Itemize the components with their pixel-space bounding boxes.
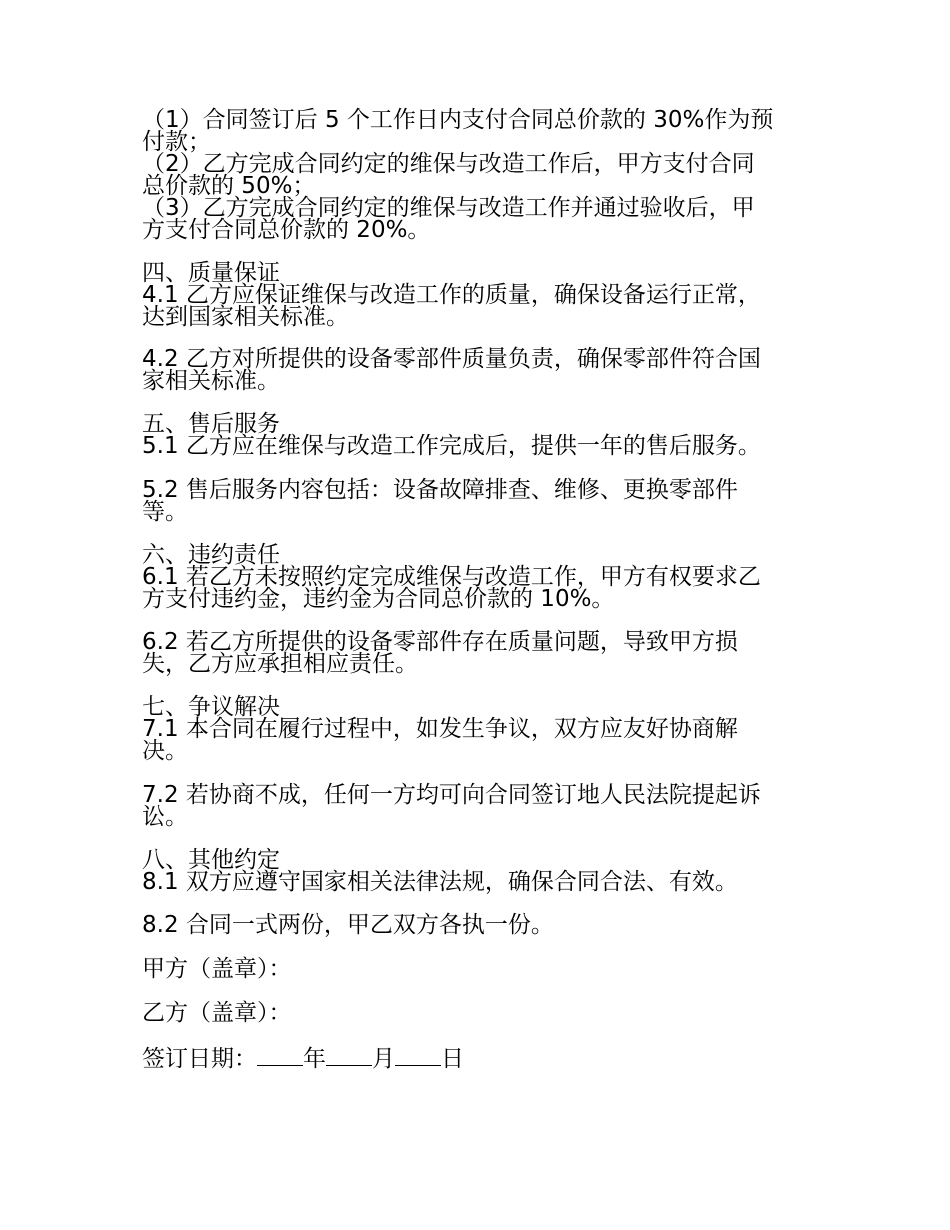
- clause-5-2-line-1: 5.2 售后服务内容包括：设备故障排查、维修、更换零部件: [142, 477, 738, 503]
- clause-4-1-line-1: 4.1 乙方应保证维保与改造工作的质量，确保设备运行正常，: [142, 282, 761, 308]
- clause-7-2-line-2: 讼。: [142, 804, 188, 830]
- clause-6-1-line-1: 6.1 若乙方未按照约定完成维保与改造工作，甲方有权要求乙: [142, 564, 761, 590]
- clause-8-2: 8.2 合同一式两份，甲乙双方各执一份。: [142, 912, 554, 938]
- party-a-seal-label: 甲方（盖章）：: [142, 956, 292, 982]
- month-label: 月: [372, 1046, 395, 1072]
- clause-6-1-line-2: 方支付违约金，违约金为合同总价款的 10%。: [142, 586, 615, 612]
- clause-7-2-line-1: 7.2 若协商不成，任何一方均可向合同签订地人民法院提起诉: [142, 782, 761, 808]
- clause-4-2-line-1: 4.2 乙方对所提供的设备零部件质量负责，确保零部件符合国: [142, 346, 761, 372]
- party-b-seal-label: 乙方（盖章）：: [142, 1000, 292, 1026]
- section-heading-liability: 六、违约责任: [142, 542, 280, 568]
- clause-5-1: 5.1 乙方应在维保与改造工作完成后，提供一年的售后服务。: [142, 433, 761, 459]
- clause-7-1-line-2: 决。: [142, 738, 188, 764]
- year-label: 年: [303, 1046, 326, 1072]
- year-blank: [257, 1045, 303, 1066]
- clause-8-1: 8.1 双方应遵守国家相关法律法规，确保合同合法、有效。: [142, 869, 738, 895]
- section-heading-dispute: 七、争议解决: [142, 694, 280, 720]
- day-blank: [395, 1045, 441, 1066]
- payment-item-1-line-2: 付款；: [142, 129, 211, 155]
- signing-date-label: 签订日期：: [142, 1046, 257, 1072]
- section-heading-after-sales: 五、售后服务: [142, 411, 280, 437]
- clause-4-2-line-2: 家相关标准。: [142, 368, 280, 394]
- clause-6-2-line-1: 6.2 若乙方所提供的设备零部件存在质量问题，导致甲方损: [142, 629, 738, 655]
- day-label: 日: [441, 1046, 464, 1072]
- month-blank: [326, 1045, 372, 1066]
- payment-item-2-line-1: （2）乙方完成合同约定的维保与改造工作后，甲方支付合同: [142, 151, 755, 177]
- payment-item-3-line-1: （3）乙方完成合同约定的维保与改造工作并通过验收后，甲: [142, 195, 755, 221]
- clause-6-2-line-2: 失，乙方应承担相应责任。: [142, 651, 418, 677]
- clause-7-1-line-1: 7.1 本合同在履行过程中，如发生争议，双方应友好协商解: [142, 716, 738, 742]
- payment-item-1-line-1: （1）合同签订后 5 个工作日内支付合同总价款的 30%作为预: [142, 107, 774, 133]
- section-heading-quality: 四、质量保证: [142, 260, 280, 286]
- clause-5-2-line-2: 等。: [142, 499, 188, 525]
- payment-item-2-line-2: 总价款的 50%；: [142, 173, 316, 199]
- signing-date-line: [142, 1045, 810, 1070]
- clause-4-1-line-2: 达到国家相关标准。: [142, 304, 349, 330]
- payment-item-3-line-2: 方支付合同总价款的 20%。: [142, 217, 431, 243]
- section-heading-other: 八、其他约定: [142, 847, 280, 873]
